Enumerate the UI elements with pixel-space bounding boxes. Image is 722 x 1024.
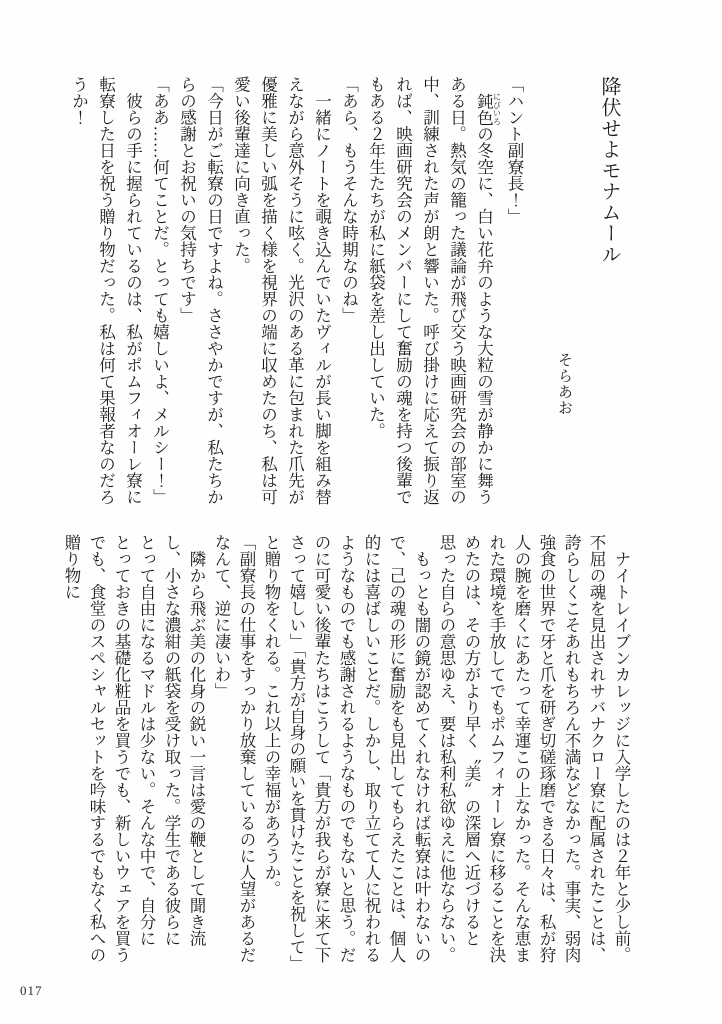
story-body-part2 [59, 534, 634, 972]
paragraph: ナイトレイブンカレッジに入学したのは２年と少し前。不屈の魂を見出されサバナクロー寮に配属されたことは、誇らしくこそあれもちろん不満などなかった。事実、弱肉強食の世界で牙と爪を研ぎ切磋琢磨できる日々は、私が狩人の腕を磨くにあたって幸運この上なかった。そんな恵まれた環境を手放してでもポムフィオーレ寮に移ることを決めたのは、その方がより早く〝美〟の深層へ近づけると思った自らの意思ゆえ、要は私利私欲ゆえに他ならない。 [437, 534, 631, 963]
paragraph: 彼らの手に握られているのは、私がポムフィオーレ寮に転寮した日を祝う贈り物だった。私は何て果報者なのだろうか！ [69, 76, 143, 505]
story-author: そらあお [556, 352, 572, 416]
paragraph: 鈍色 にびいろの冬空に、白い花弁のような大粒の雪が静かに舞うある日。熱気の籠った議論が飛び交う映画研究会の部室の中、訓練された声が朗と響いた。呼び掛けに応えて振り返れば、映画研究会のメンバーにして奮励の魂を持つ後輩でもある２年生たちが私に紙袋を差し出していた。 [366, 76, 502, 505]
paragraph: もっとも闇の鏡が認めてくれなければ転寮は叶わないので、己の魂の形に奮励をも見出してもらえたことは、個人的には喜ばしいことだ。しかし、取り立てて人に祝われるようなものでも感謝されるようなものでもないと思う。だのに可愛い後輩たちはこうして「貴方が我らが寮に来て下さって嬉しい」「貴方が自身の願いを貫けたことを祝して」と贈り物をくれる。これ以上の幸福があろうか。 [262, 534, 431, 972]
story-title: 降伏せよモナムール [598, 76, 620, 265]
paragraph: 隣から飛ぶ美の化身の鋭い一言は愛の鞭として聞き流し、小さな濃紺の紙袋を受け取った。学生である彼らにとって自由になるマドルは少ない。そんな中で、自分にとっておきの基礎化粧品を買うでも、新しいウェアを買うでも、食堂のスペシャルセットを吟味するでもなく私への贈り物に [62, 534, 206, 963]
paragraph: 「副寮長の仕事をすっかり放棄しているのに人望があるだなんて、逆に凄いわ」 [212, 534, 256, 963]
paragraph: 「あら、もうそんな時期なのね」 [339, 76, 359, 324]
story-body-part1 [66, 76, 529, 514]
story-continuation-section [59, 534, 634, 972]
paragraph: 「ハント副寮長！」 [505, 76, 524, 225]
story-opening-section [66, 76, 625, 514]
page-number: 017 [20, 983, 43, 998]
ruby-annotated-word: 鈍色 にびいろ [474, 92, 502, 126]
paragraph: 「ああ……何てことだ。とっても嬉しいよ、メルシー！」 [150, 76, 170, 505]
paragraph: 「今日がご転寮の日ですよね。ささやかですが、私たちからの感謝とお祝いの気持ちです」 [177, 76, 224, 505]
paragraph: 一緒にノートを覗き込んでいたヴィルが長い脚を組み替えながら意外そうに呟く。光沢のある革に包まれた爪先が優雅に美しい弧を描く様を視界の端に収めたのち、私は可愛い後輩達に向き直った。 [231, 76, 332, 505]
